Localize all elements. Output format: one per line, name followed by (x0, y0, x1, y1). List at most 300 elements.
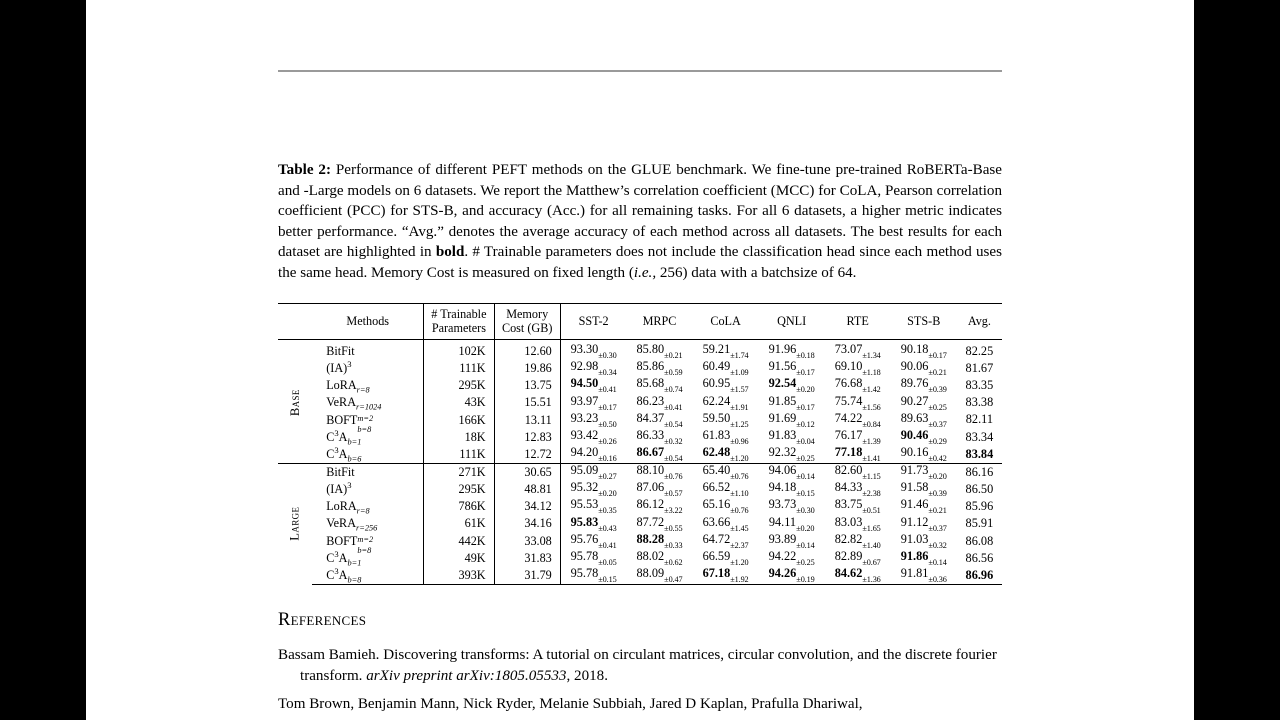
cell-stddev: ±0.35 (598, 506, 617, 516)
table-row (278, 481, 1002, 498)
cell-trainable-parameters: 295K (424, 481, 494, 498)
cell-sst2 (560, 532, 626, 549)
cell-stsb (891, 429, 957, 446)
section-label-base (278, 340, 312, 463)
cell-rte (825, 550, 891, 567)
cell-stddev: ±0.74 (664, 385, 683, 395)
cell-cola (693, 550, 759, 567)
cell-stddev: ±1.56 (862, 402, 881, 412)
cell-value: 86.67 (636, 445, 665, 460)
cell-value: 86.96 (965, 567, 994, 582)
cell-qnli (759, 394, 825, 411)
cell-stddev: ±0.15 (598, 575, 617, 585)
cell-stddev: ±1.57 (730, 385, 749, 395)
cell-value: 66.59 (702, 549, 731, 564)
cell-method (312, 498, 424, 515)
cell-method (312, 481, 424, 498)
cell-value: 85.86 (636, 359, 665, 374)
cell-value: 87.72 (636, 514, 665, 529)
cell-value: 85.91 (965, 516, 994, 531)
method-subscript: b=1 (347, 437, 362, 447)
cell-value: 91.56 (768, 359, 797, 374)
cell-trainable-parameters: 43K (424, 394, 494, 411)
table-row (278, 463, 1002, 480)
header-memory-line1: Memory (506, 307, 549, 321)
cell-qnli (759, 463, 825, 480)
cell-stddev: ±0.12 (796, 419, 815, 429)
cell-value: 83.75 (834, 497, 863, 512)
table-row (278, 340, 1002, 360)
cell-value: 75.74 (834, 393, 863, 408)
cell-stddev: ±0.16 (598, 454, 617, 464)
cell-stddev: ±0.54 (664, 454, 683, 464)
cell-memory-cost: 13.75 (494, 377, 560, 394)
table-row (278, 359, 1002, 376)
cell-qnli (759, 498, 825, 515)
method-superscript: 3 (347, 479, 352, 490)
cell-method (312, 340, 424, 360)
cell-stddev: ±3.22 (664, 506, 683, 516)
cell-rte (825, 567, 891, 584)
cell-value: 65.40 (702, 463, 731, 478)
cell-sst2 (560, 340, 626, 360)
cell-trainable-parameters: 393K (424, 567, 494, 584)
header-memory-line2: Cost (GB) (501, 320, 553, 335)
cell-stddev: ±0.84 (862, 419, 881, 429)
cell-stddev: ±0.20 (796, 385, 815, 395)
cell-qnli (759, 550, 825, 567)
cell-qnli (759, 377, 825, 394)
cell-avg (957, 377, 1002, 394)
cell-method (312, 394, 424, 411)
method-name-base: (IA) (326, 360, 348, 375)
cell-memory-cost: 48.81 (494, 481, 560, 498)
cell-stddev: ±2.38 (862, 489, 881, 499)
cell-value: 87.06 (636, 480, 665, 495)
cell-qnli (759, 411, 825, 428)
cell-mrpc (626, 498, 692, 515)
cell-stsb (891, 532, 957, 549)
cell-rte (825, 532, 891, 549)
method-superscript: m=2 (357, 414, 374, 424)
cell-memory-cost: 34.16 (494, 515, 560, 532)
cell-stddev: ±1.45 (730, 523, 749, 533)
cell-value: 59.21 (702, 342, 731, 357)
cell-value: 94.20 (570, 445, 599, 460)
cell-stddev: ±0.39 (928, 489, 947, 499)
method-superscript: 3 (347, 358, 352, 369)
method-name-base: BitFit (326, 464, 355, 479)
cell-value: 77.18 (834, 445, 863, 460)
cell-stsb (891, 567, 957, 584)
cell-value: 86.23 (636, 393, 665, 408)
cell-cola (693, 532, 759, 549)
cell-cola (693, 394, 759, 411)
cell-stddev: ±0.32 (928, 540, 947, 550)
cell-cola (693, 567, 759, 584)
table-row (278, 446, 1002, 463)
cell-stddev: ±0.26 (598, 437, 617, 447)
cell-avg (957, 550, 1002, 567)
cell-value: 95.53 (570, 497, 599, 512)
reference-entry (278, 645, 1002, 686)
cell-value: 94.26 (768, 566, 797, 581)
cell-trainable-parameters: 295K (424, 377, 494, 394)
cell-sst2 (560, 394, 626, 411)
method-subscript: r=8 (356, 506, 370, 516)
cell-stddev: ±0.59 (664, 367, 683, 377)
cell-value: 93.89 (768, 531, 797, 546)
cell-method (312, 411, 424, 434)
section-label-large (278, 463, 312, 584)
cell-memory-cost: 12.72 (494, 446, 560, 463)
cell-stddev: ±1.92 (730, 575, 749, 585)
cell-value: 61.83 (702, 428, 731, 443)
method-name-tail: A (338, 567, 348, 582)
cell-value: 95.09 (570, 463, 599, 478)
cell-memory-cost: 19.86 (494, 359, 560, 376)
cell-avg (957, 463, 1002, 480)
cell-mrpc (626, 446, 692, 463)
cell-stddev: ±1.20 (730, 454, 749, 464)
cell-stddev: ±0.20 (928, 471, 947, 481)
cell-mrpc (626, 532, 692, 549)
method-name-base: LoRA (326, 377, 357, 392)
cell-memory-cost: 12.60 (494, 340, 560, 360)
method-superscript: 3 (334, 548, 339, 559)
cell-stddev: ±0.14 (796, 540, 815, 550)
cell-value: 60.95 (702, 376, 731, 391)
cell-stddev: ±0.41 (664, 402, 683, 412)
cell-avg (957, 567, 1002, 584)
cell-cola (693, 340, 759, 360)
cell-value: 85.96 (965, 498, 994, 513)
cell-sst2 (560, 359, 626, 376)
cell-stddev: ±1.41 (862, 454, 881, 464)
cell-stddev: ±0.33 (664, 540, 683, 550)
cell-value: 86.16 (965, 464, 994, 479)
cell-memory-cost: 31.83 (494, 550, 560, 567)
cell-stsb (891, 340, 957, 360)
cell-stddev: ±0.37 (928, 419, 947, 429)
cell-trainable-parameters: 271K (424, 463, 494, 480)
cell-value: 81.67 (965, 360, 994, 375)
cell-value: 91.69 (768, 410, 797, 425)
method-subscript: b=8 (347, 575, 362, 585)
cell-avg (957, 515, 1002, 532)
cell-cola (693, 446, 759, 463)
cell-mrpc (626, 567, 692, 584)
cell-qnli (759, 359, 825, 376)
cell-trainable-parameters: 166K (424, 411, 494, 428)
cell-stddev: ±0.05 (598, 558, 617, 568)
cell-stddev: ±0.14 (928, 558, 947, 568)
cell-value: 83.38 (965, 395, 994, 410)
cell-stsb (891, 377, 957, 394)
cell-stddev: ±0.36 (928, 575, 947, 585)
method-name-base: BitFit (326, 343, 355, 358)
cell-mrpc (626, 340, 692, 360)
cell-method (312, 515, 424, 532)
cell-value: 93.73 (768, 497, 797, 512)
reference-entry (278, 694, 1002, 715)
method-name-base: VeRA (326, 516, 356, 531)
cell-stsb (891, 446, 957, 463)
method-subscript: b=1 (347, 558, 362, 568)
cell-stddev: ±0.18 (796, 351, 815, 361)
cell-cola (693, 429, 759, 446)
cell-cola (693, 481, 759, 498)
cell-stsb (891, 394, 957, 411)
cell-memory-cost: 13.11 (494, 411, 560, 428)
cell-value: 94.18 (768, 480, 797, 495)
cell-stddev: ±1.36 (862, 575, 881, 585)
cell-value: 76.68 (834, 376, 863, 391)
table-row (278, 567, 1002, 584)
cell-stddev: ±1.65 (862, 523, 881, 533)
section-label-text: Base (287, 389, 302, 417)
cell-qnli (759, 567, 825, 584)
cell-mrpc (626, 481, 692, 498)
cell-sst2 (560, 411, 626, 428)
cell-stddev: ±1.34 (862, 351, 881, 361)
header-methods: Methods (346, 313, 390, 328)
glue-results-table-wrapper (278, 303, 1002, 585)
cell-rte (825, 411, 891, 428)
page-top-rule (278, 70, 1002, 72)
cell-trainable-parameters: 49K (424, 550, 494, 567)
cell-stddev: ±0.39 (928, 385, 947, 395)
method-name-base: LoRA (326, 499, 357, 513)
reference-text-1: Bassam Bamieh. Discovering transforms: A tutorial on circulant matrices, circular convolution, and the discrete fourier transform. (278, 647, 997, 684)
cell-rte (825, 340, 891, 360)
cell-stddev: ±1.74 (730, 351, 749, 361)
reference-italic-1: arXiv preprint arXiv:1805.05533 (366, 667, 567, 684)
cell-stddev: ±0.29 (928, 437, 947, 447)
cell-stddev: ±0.41 (598, 540, 617, 550)
cell-trainable-parameters: 786K (424, 498, 494, 515)
cell-value: 86.33 (636, 428, 665, 443)
cell-value: 74.22 (834, 410, 863, 425)
method-superscript: 3 (334, 444, 339, 455)
cell-avg (957, 446, 1002, 463)
cell-stddev: ±0.30 (598, 351, 617, 361)
cell-stddev: ±0.50 (598, 419, 617, 429)
cell-method (312, 532, 424, 555)
cell-stddev: ±0.62 (664, 558, 683, 568)
cell-value: 93.42 (570, 428, 599, 443)
method-superscript: 3 (334, 427, 339, 438)
cell-sst2 (560, 515, 626, 532)
cell-avg (957, 411, 1002, 428)
cell-stddev: ±0.43 (598, 523, 617, 533)
cell-stddev: ±0.27 (598, 471, 617, 481)
cell-value: 73.07 (834, 342, 863, 357)
header-trainable-parameters (424, 304, 494, 340)
cell-stsb (891, 359, 957, 376)
cell-stddev: ±0.19 (796, 575, 815, 585)
cell-avg (957, 394, 1002, 411)
cell-rte (825, 498, 891, 515)
cell-qnli (759, 532, 825, 549)
header-mrpc: MRPC (642, 313, 677, 328)
header-memory-cost (494, 304, 560, 340)
cell-value: 62.24 (702, 393, 731, 408)
cell-avg (957, 481, 1002, 498)
cell-stddev: ±0.51 (862, 506, 881, 516)
method-name-base: C (326, 429, 335, 444)
cell-method (312, 377, 424, 394)
cell-sst2 (560, 498, 626, 515)
cell-stddev: ±0.25 (796, 558, 815, 568)
cell-stsb (891, 481, 957, 498)
table-header-row (278, 304, 1002, 340)
cell-stddev: ±1.15 (862, 471, 881, 481)
cell-value: 90.27 (900, 393, 929, 408)
reference-text-1: Tom Brown, Benjamin Mann, Nick Ryder, Melanie Subbiah, Jared D Kaplan, Prafulla Dhariwal, (278, 696, 863, 712)
cell-qnli (759, 429, 825, 446)
cell-value: 62.48 (702, 445, 731, 460)
cell-cola (693, 498, 759, 515)
cell-trainable-parameters: 111K (424, 359, 494, 376)
method-subscript: b=6 (347, 454, 362, 464)
header-params-line1: # Trainable (431, 307, 487, 321)
cell-stddev: ±0.34 (598, 367, 617, 377)
cell-rte (825, 394, 891, 411)
cell-value: 90.46 (900, 428, 929, 443)
method-superscript: m=2 (357, 535, 374, 545)
cell-memory-cost: 15.51 (494, 394, 560, 411)
glue-results-table (278, 303, 1002, 585)
cell-stddev: ±0.47 (664, 575, 683, 585)
cell-value: 82.89 (834, 549, 863, 564)
cell-stddev: ±1.20 (730, 558, 749, 568)
cell-stddev: ±1.40 (862, 540, 881, 550)
method-subscript: r=1024 (356, 402, 382, 412)
cell-stddev: ±0.57 (664, 489, 683, 499)
cell-method (312, 463, 424, 480)
cell-value: 93.30 (570, 342, 599, 357)
cell-value: 86.08 (965, 533, 994, 548)
cell-stddev: ±0.21 (664, 351, 683, 361)
cell-stddev: ±1.39 (862, 437, 881, 447)
cell-stddev: ±0.25 (796, 454, 815, 464)
cell-stddev: ±1.18 (862, 367, 881, 377)
header-rte: RTE (846, 313, 869, 328)
paper-page (86, 0, 1194, 720)
cell-stddev: ±0.54 (664, 419, 683, 429)
cell-value: 76.17 (834, 428, 863, 443)
caption-label: Table 2: (278, 162, 331, 178)
cell-memory-cost: 30.65 (494, 463, 560, 480)
cell-mrpc (626, 515, 692, 532)
cell-value: 95.78 (570, 549, 599, 564)
cell-value: 67.18 (702, 566, 731, 581)
cell-mrpc (626, 394, 692, 411)
cell-qnli (759, 446, 825, 463)
cell-qnli (759, 340, 825, 360)
cell-value: 92.32 (768, 445, 797, 460)
method-superscript: 3 (334, 565, 339, 576)
method-name-base: C (326, 446, 335, 461)
method-subscript: r=8 (356, 385, 370, 395)
cell-rte (825, 429, 891, 446)
cell-avg (957, 359, 1002, 376)
cell-sst2 (560, 377, 626, 394)
cell-value: 88.28 (636, 531, 665, 546)
table-row (278, 550, 1002, 567)
cell-value: 95.83 (570, 514, 599, 529)
cell-value: 93.23 (570, 410, 599, 425)
table-row (278, 532, 1002, 549)
table-body (278, 340, 1002, 584)
cell-stddev: ±1.91 (730, 402, 749, 412)
cell-value: 91.03 (900, 531, 929, 546)
cell-value: 89.76 (900, 376, 929, 391)
cell-stddev: ±1.09 (730, 367, 749, 377)
cell-stddev: ±0.21 (928, 506, 947, 516)
cell-memory-cost: 33.08 (494, 532, 560, 549)
method-subscript: b=8 (357, 424, 372, 434)
cell-value: 92.54 (768, 376, 797, 391)
cell-rte (825, 446, 891, 463)
method-name-base: C (326, 550, 335, 565)
cell-stddev: ±0.25 (928, 402, 947, 412)
method-name-tail: A (338, 446, 348, 461)
cell-stsb (891, 515, 957, 532)
cell-value: 94.11 (768, 514, 797, 529)
cell-value: 85.80 (636, 342, 665, 357)
method-name-base: (IA) (326, 481, 348, 496)
cell-stddev: ±1.10 (730, 489, 749, 499)
cell-mrpc (626, 550, 692, 567)
cell-rte (825, 359, 891, 376)
header-stsb: STS-B (907, 313, 941, 328)
cell-mrpc (626, 359, 692, 376)
caption-text-part-2: . # Trainable parameters does not include the classification head since each method uses the same head. Memory Cost is measured on fixed length ( (278, 244, 1002, 281)
cell-memory-cost: 31.79 (494, 567, 560, 584)
cell-stddev: ±0.14 (796, 471, 815, 481)
cell-value: 91.73 (900, 463, 929, 478)
cell-value: 82.25 (965, 343, 994, 358)
cell-value: 69.10 (834, 359, 863, 374)
caption-text-part-1: Performance of different PEFT methods on the GLUE benchmark. We fine-tune pre-trained RoBERTa-Base and -Large models on 6 datasets. We report the Matthew’s correlation coefficient (MCC) for CoLA, Pearson correlation coefficient (PCC) for STS-B, and accuracy (Acc.) for all remaining tasks. For all 6 datasets, a higher metric indicates better performance. “Avg.” denotes the average accuracy of each method across all datasets. The best results for each dataset are highlighted in (278, 162, 1002, 261)
cell-stddev: ±0.96 (730, 437, 749, 447)
cell-method (312, 446, 424, 463)
cell-sst2 (560, 550, 626, 567)
cell-stddev: ±0.67 (862, 558, 881, 568)
header-qnli: QNLI (777, 313, 807, 328)
method-name-base: C (326, 567, 335, 582)
cell-memory-cost: 34.12 (494, 498, 560, 515)
cell-value: 91.86 (900, 549, 929, 564)
cell-stddev: ±2.37 (730, 540, 749, 550)
caption-bold-word: bold (435, 244, 465, 261)
header-params-line2: Parameters (431, 320, 486, 335)
cell-stsb (891, 550, 957, 567)
cell-trainable-parameters: 442K (424, 532, 494, 549)
cell-avg (957, 532, 1002, 549)
method-name-base: BOFT (326, 533, 358, 548)
cell-mrpc (626, 429, 692, 446)
cell-stsb (891, 463, 957, 480)
cell-stddev: ±0.17 (928, 351, 947, 361)
cell-value: 88.10 (636, 463, 665, 478)
cell-value: 63.66 (702, 514, 731, 529)
cell-stddev: ±0.21 (928, 367, 947, 377)
cell-avg (957, 340, 1002, 360)
cell-trainable-parameters: 111K (424, 446, 494, 463)
